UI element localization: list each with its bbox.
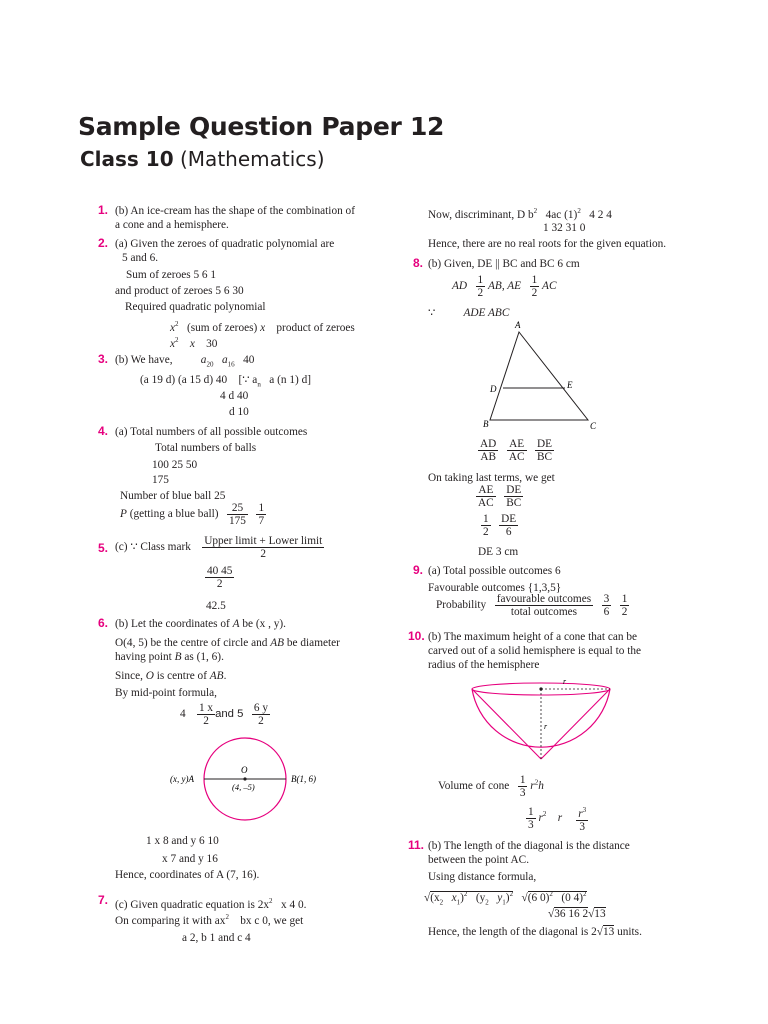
point-d-label: D — [490, 384, 497, 394]
answer-text: a cone and a hemisphere. — [115, 219, 229, 231]
point-e-label: E — [567, 380, 573, 390]
vertex-a-label: A — [515, 320, 521, 330]
answer-text: Sum of zeroes 5 6 1 — [126, 269, 217, 281]
triangle-diagram — [478, 318, 608, 434]
answer-text: 4 d 40 — [220, 390, 249, 402]
page-subtitle: Class 10 (Mathematics) — [80, 147, 325, 171]
question-number: 5. — [98, 541, 109, 555]
answer-text: P (getting a blue ball) $\frac{25}{175}$ $\frac{1}{7}$ — [120, 502, 265, 527]
answer-text: ∵ ADE ABC — [428, 307, 510, 319]
answer-text: DE 3 cm — [478, 546, 519, 558]
answer-text: and product of zeroes 5 6 30 — [115, 285, 244, 297]
answer-text: Number of blue ball 25 — [120, 490, 226, 502]
answer-text: (b) The maximum height of a cone that can be — [428, 631, 638, 643]
answer-text: (b) The length of the diagonal is the distance — [428, 840, 630, 852]
answer-text: $\frac{1}{2}$ $\frac{DE}{6}$ — [483, 513, 517, 538]
answer-text: $√(x_2$ $x_1)^2$ ($y_2$ $y_1)^2$ √(6 0)$^2$ (0 4)$^2$ — [424, 890, 587, 907]
answer-text: 1 x 8 and y 6 10 — [146, 835, 219, 847]
answer-text: AD $\frac{1}{2}$ AB, AE $\frac{1}{2}$ AC — [452, 274, 557, 299]
question-number: 4. — [98, 424, 109, 438]
point-b-label: B(1, 6) — [291, 774, 316, 784]
answer-text: (c) Given quadratic equation is $2x^2$ x 4 0. — [115, 897, 307, 911]
answer-text: between the point AC. — [428, 854, 530, 866]
answer-text: Hence, there are no real roots for the given equation. — [428, 238, 667, 250]
answer-text: Since, O is centre of AB. — [115, 670, 227, 682]
answer-text: (a) Given the zeroes of quadratic polynomial are — [115, 238, 335, 250]
answer-text: Volume of cone $\frac{1}{3}$ $r^2h$ — [438, 774, 544, 799]
height-label: r — [544, 722, 548, 731]
answer-text: On taking last terms, we get — [428, 472, 555, 484]
answer-text: By mid-point formula, — [115, 687, 217, 699]
page-title: Sample Question Paper 12 — [78, 112, 445, 141]
answer-text: Favourable outcomes {1,3,5} — [428, 582, 562, 594]
answer-text: 175 — [152, 474, 169, 486]
answer-text: $\frac{AE}{AC}$ $\frac{DE}{BC}$ — [478, 484, 522, 509]
question-number: 6. — [98, 616, 109, 630]
answer-text: On comparing it with $ax^2$ bx c 0, we get — [115, 913, 304, 927]
answer-text: 100 25 50 — [152, 459, 198, 471]
answer-text: $\frac{1}{3}$ $r^2$ r $\frac{r^3}{3}$ — [528, 805, 587, 833]
question-number: 2. — [98, 236, 109, 250]
answer-text: O(4, 5) be the centre of circle and AB be diameter — [115, 637, 340, 649]
answer-text: Hence, coordinates of A (7, 16). — [115, 869, 260, 881]
answer-text: carved out of a solid hemisphere is equal to the — [428, 645, 642, 657]
question-number: 7. — [98, 893, 109, 907]
answer-text: 1 32 31 0 — [543, 222, 586, 234]
answer-text: $x^2$ x 30 — [170, 336, 218, 350]
answer-text: 5 and 6. — [122, 252, 159, 264]
answer-text: Required quadratic polynomial — [125, 301, 266, 313]
answer-text: radius of the hemisphere — [428, 659, 540, 671]
answer-text: $x^2$ (sum of zeroes) x product of zeroes — [170, 320, 355, 334]
circle-diagram — [160, 735, 340, 825]
radius-label: r — [563, 677, 567, 686]
center-coord-label: (4, –5) — [232, 782, 255, 792]
answer-text: a 2, b 1 and c 4 — [182, 932, 251, 944]
answer-text: Using distance formula, — [428, 871, 537, 883]
question-number: 1. — [98, 203, 109, 217]
answer-text: $\frac{AD}{AB}$ $\frac{AE}{AC}$ $\frac{DE}{BC}$ — [480, 438, 553, 463]
question-number: 11. — [408, 838, 425, 852]
answer-text: d 10 — [229, 406, 249, 418]
vertex-c-label: C — [590, 421, 597, 431]
answer-text: Now, discriminant, D $b^2$ 4ac $(1)^2$ 4 2 4 — [428, 207, 612, 221]
answer-text: (b) We have, $a_{20}$ $a_{16}$ 40 — [115, 354, 255, 369]
answer-text: 4 $\frac{1 x}{2}$ and 5 $\frac{6 y}{2}$ — [180, 702, 268, 727]
answer-text: Total numbers of balls — [155, 442, 257, 454]
question-number: 10. — [408, 629, 425, 643]
answer-text: (a) Total possible outcomes 6 — [428, 565, 561, 577]
answer-text: (b) An ice-cream has the shape of the combination of — [115, 205, 355, 217]
answer-text: (a 19 d) (a 15 d) 40 [∵ $a_n$ a (n 1) d] — [140, 374, 312, 389]
question-number: 3. — [98, 352, 109, 366]
answer-text: Hence, the length of the diagonal is 2√13 units. — [428, 926, 642, 938]
hemisphere-diagram — [468, 675, 616, 775]
answer-text: x 7 and y 16 — [162, 853, 218, 865]
answer-text: Probability $\frac{\text{favourable outcomes}}{\text{total outcomes}}$ $\frac{3}{6}$ $\frac{1}{2}$ — [436, 593, 628, 618]
answer-text: (b) Let the coordinates of A be (x , y). — [115, 618, 286, 630]
answer-text: (a) Total numbers of all possible outcomes — [115, 426, 308, 438]
question-number: 9. — [413, 563, 424, 577]
question-number: 8. — [413, 256, 424, 270]
answer-text: √36 16 2√13 — [548, 908, 606, 920]
answer-text: 42.5 — [206, 600, 226, 612]
point-a-label: (x, y)A — [170, 774, 194, 784]
answer-text: (c) ∵ Class mark $\frac{\text{Upper limit + Lower limit}}{2}$ — [115, 535, 323, 560]
answer-text: (b) Given, DE || BC and BC 6 cm — [428, 258, 580, 270]
center-o-label: O — [241, 765, 248, 775]
answer-text: having point B as (1, 6). — [115, 651, 224, 663]
vertex-b-label: B — [483, 419, 489, 429]
answer-text: $\frac{40 45}{2}$ — [207, 565, 233, 590]
